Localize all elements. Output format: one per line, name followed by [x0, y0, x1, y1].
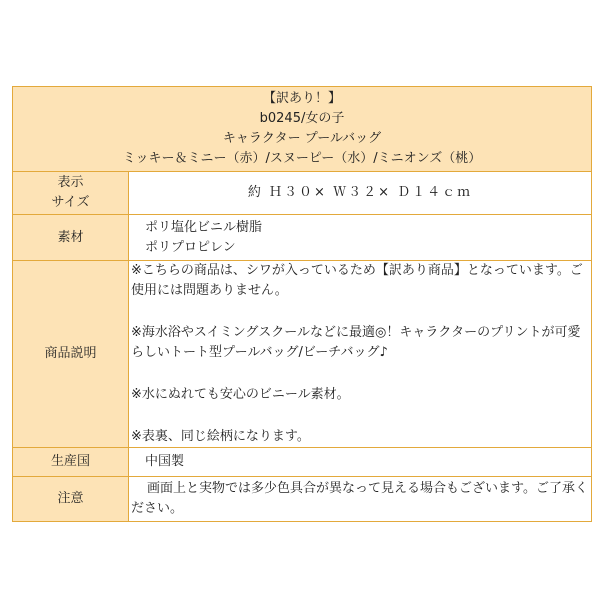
material-value-2: ポリプロピレン	[145, 239, 236, 255]
origin-value-cell	[129, 448, 592, 477]
description-row	[13, 261, 592, 448]
material-value-1: ポリ塩化ビニル樹脂	[145, 219, 263, 235]
size-label-line1: 表示	[57, 175, 84, 190]
product-spec-table	[12, 86, 592, 522]
origin-value: 中国製	[145, 454, 185, 469]
description-value-cell	[129, 261, 592, 448]
origin-label: 生産国	[13, 448, 129, 477]
description-spacer	[129, 363, 591, 385]
origin-row	[13, 448, 592, 477]
description-paragraph-4: ※表裏、同じ絵柄になります。	[131, 429, 310, 444]
description-spacer	[129, 301, 591, 323]
title-row	[13, 87, 592, 172]
description-label: 商品説明	[13, 261, 129, 448]
product-code: b0245/女の子	[259, 111, 345, 126]
note-row	[13, 477, 592, 522]
material-value-cell	[129, 215, 592, 261]
note-value-cell	[129, 477, 592, 522]
size-label-line2: サイズ	[51, 195, 90, 210]
size-label-cell	[13, 172, 129, 215]
material-row	[13, 215, 592, 261]
description-paragraph-2: ※海水浴やスイミングスクールなどに最適◎！キャラクターのプリントが可愛らしいトート型プールバッグ/ビーチバッグ♪	[131, 325, 581, 360]
note-label: 注意	[13, 477, 129, 522]
description-paragraph-3: ※水にぬれても安心のビニール素材。	[131, 387, 350, 402]
description-paragraph-1: ※こちらの商品は、シワが入っているため【訳あり商品】となっています。ご使用には問題ありません。	[131, 263, 583, 298]
description-spacer	[129, 405, 591, 427]
product-name: キャラクター プールバッグ	[222, 131, 382, 146]
product-variants: ミッキー＆ミニー（赤）/スヌーピー（水）/ミニオンズ（桃）	[122, 151, 482, 166]
note-value: 画面上と実物では多少色具合が異なって見える場合もございます。ご了承ください。	[131, 481, 588, 516]
size-row	[13, 172, 592, 215]
size-value: 約 Ｈ３０× Ｗ３２× Ｄ１４ｃｍ	[129, 172, 592, 215]
material-label: 素材	[13, 215, 129, 261]
product-title-cell	[13, 87, 592, 172]
title-badge: 【訳あり！】	[262, 91, 341, 106]
